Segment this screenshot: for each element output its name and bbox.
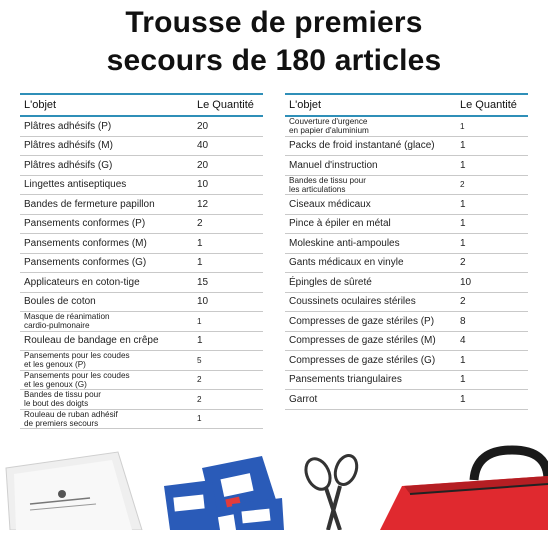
right-header-qty: Le Quantité bbox=[460, 99, 517, 111]
item-quantity: 10 bbox=[197, 179, 209, 191]
product-photos bbox=[0, 440, 548, 530]
item-quantity: 1 bbox=[460, 140, 466, 152]
left-table-row bbox=[20, 312, 263, 332]
left-table-row bbox=[20, 273, 263, 293]
left-header-item: L'objet bbox=[24, 99, 57, 111]
item-name: Boules de coton bbox=[24, 296, 96, 308]
item-quantity: 2 bbox=[460, 180, 465, 190]
item-name: Packs de froid instantané (glace) bbox=[289, 140, 435, 152]
item-quantity: 10 bbox=[197, 296, 209, 308]
item-name: Pansements conformes (G) bbox=[24, 257, 147, 269]
item-quantity: 20 bbox=[197, 159, 209, 171]
right-table-row bbox=[285, 390, 528, 410]
item-name: Gants médicaux en vinyle bbox=[289, 257, 404, 269]
page-title bbox=[0, 4, 548, 80]
left-table-row bbox=[20, 215, 263, 235]
item-name: Pince à épiler en métal bbox=[289, 218, 391, 230]
item-name: Pansements pour les coudes et les genoux (G) bbox=[24, 370, 130, 389]
left-table-body bbox=[20, 117, 263, 429]
left-table-row bbox=[20, 410, 263, 430]
item-quantity: 10 bbox=[460, 276, 472, 288]
item-quantity: 15 bbox=[197, 276, 209, 288]
item-name: Compresses de gaze stériles (M) bbox=[289, 335, 436, 347]
right-table-row bbox=[285, 234, 528, 254]
item-quantity: 2 bbox=[460, 257, 466, 269]
item-name: Rouleau de bandage en crêpe bbox=[24, 335, 159, 347]
item-quantity: 1 bbox=[460, 374, 466, 386]
title-line-2: secours de 180 articles bbox=[106, 44, 442, 77]
item-name: Moleskine anti-ampoules bbox=[289, 237, 400, 249]
item-quantity: 1 bbox=[460, 198, 466, 210]
item-quantity: 1 bbox=[460, 218, 466, 230]
item-name: Lingettes antiseptiques bbox=[24, 179, 127, 191]
item-quantity: 1 bbox=[460, 159, 466, 171]
left-table-row bbox=[20, 137, 263, 157]
item-name: Plâtres adhésifs (G) bbox=[24, 159, 113, 171]
left-items-table bbox=[20, 93, 263, 429]
gauze-packet-icon bbox=[6, 452, 142, 530]
item-quantity: 20 bbox=[197, 120, 209, 132]
item-name: Coussinets oculaires stériles bbox=[289, 296, 416, 308]
item-quantity: 1 bbox=[197, 335, 203, 347]
item-name: Ciseaux médicaux bbox=[289, 198, 371, 210]
right-table-row bbox=[285, 137, 528, 157]
left-table-row bbox=[20, 234, 263, 254]
right-table-row bbox=[285, 215, 528, 235]
item-quantity: 1 bbox=[197, 316, 202, 326]
item-name: Épingles de sûreté bbox=[289, 276, 372, 288]
left-table-row bbox=[20, 390, 263, 410]
item-name: Applicateurs en coton-tige bbox=[24, 276, 140, 288]
right-table-row bbox=[285, 371, 528, 391]
right-table-row bbox=[285, 312, 528, 332]
right-table-row bbox=[285, 351, 528, 371]
left-table-row bbox=[20, 195, 263, 215]
right-table-row bbox=[285, 254, 528, 274]
right-table-row bbox=[285, 293, 528, 313]
item-name: Garrot bbox=[289, 393, 318, 405]
item-name: Couverture d'urgence en papier d'aluminium bbox=[289, 117, 369, 136]
item-quantity: 1 bbox=[197, 414, 202, 424]
right-table-row bbox=[285, 273, 528, 293]
right-table-body bbox=[285, 117, 528, 410]
item-name: Pansements conformes (M) bbox=[24, 237, 147, 249]
item-quantity: 12 bbox=[197, 198, 209, 210]
item-name: Pansements triangulaires bbox=[289, 374, 402, 386]
first-aid-bag-icon bbox=[380, 450, 548, 530]
right-items-table bbox=[285, 93, 528, 410]
left-table-row bbox=[20, 254, 263, 274]
scissors-icon bbox=[301, 452, 360, 530]
item-name: Masque de réanimation cardio-pulmonaire bbox=[24, 312, 110, 331]
item-quantity: 2 bbox=[197, 218, 203, 230]
left-table-row bbox=[20, 156, 263, 176]
item-name: Bandes de tissu pour les articulations bbox=[289, 175, 366, 194]
item-name: Plâtres adhésifs (M) bbox=[24, 140, 113, 152]
left-header-qty: Le Quantité bbox=[197, 99, 254, 111]
right-table-row bbox=[285, 195, 528, 215]
item-quantity: 1 bbox=[460, 393, 466, 405]
left-table-header bbox=[20, 93, 263, 117]
item-name: Pansements conformes (P) bbox=[24, 218, 146, 230]
left-table-row bbox=[20, 293, 263, 313]
left-table-row bbox=[20, 332, 263, 352]
right-header-item: L'objet bbox=[289, 99, 322, 111]
item-quantity: 2 bbox=[197, 394, 202, 404]
item-name: Bandes de tissu pour le bout des doigts bbox=[24, 390, 101, 409]
item-quantity: 5 bbox=[197, 355, 202, 365]
item-quantity: 1 bbox=[460, 237, 466, 249]
item-quantity: 4 bbox=[460, 335, 466, 347]
wipe-packets-icon bbox=[164, 456, 284, 530]
item-name: Compresses de gaze stériles (G) bbox=[289, 354, 436, 366]
right-table-header bbox=[285, 93, 528, 117]
item-quantity: 1 bbox=[460, 121, 465, 131]
item-quantity: 2 bbox=[197, 375, 202, 385]
right-table-row bbox=[285, 332, 528, 352]
left-table-row bbox=[20, 351, 263, 371]
item-name: Compresses de gaze stériles (P) bbox=[289, 315, 435, 327]
item-quantity: 1 bbox=[197, 257, 203, 269]
right-table-row bbox=[285, 176, 528, 196]
product-photos-art bbox=[0, 440, 548, 530]
item-quantity: 1 bbox=[197, 237, 203, 249]
item-name: Pansements pour les coudes et les genoux (P) bbox=[24, 351, 130, 370]
item-quantity: 1 bbox=[460, 354, 466, 366]
right-table-row bbox=[285, 117, 528, 137]
item-quantity: 40 bbox=[197, 140, 209, 152]
title-line-1: Trousse de premiers bbox=[125, 6, 423, 39]
item-name: Bandes de fermeture papillon bbox=[24, 198, 155, 210]
left-table-row bbox=[20, 117, 263, 137]
item-quantity: 2 bbox=[460, 296, 466, 308]
item-name: Manuel d'instruction bbox=[289, 159, 378, 171]
item-name: Plâtres adhésifs (P) bbox=[24, 120, 112, 132]
left-table-row bbox=[20, 176, 263, 196]
item-quantity: 8 bbox=[460, 315, 466, 327]
item-name: Rouleau de ruban adhésif de premiers secours bbox=[24, 409, 118, 428]
left-table-row bbox=[20, 371, 263, 391]
right-table-row bbox=[285, 156, 528, 176]
